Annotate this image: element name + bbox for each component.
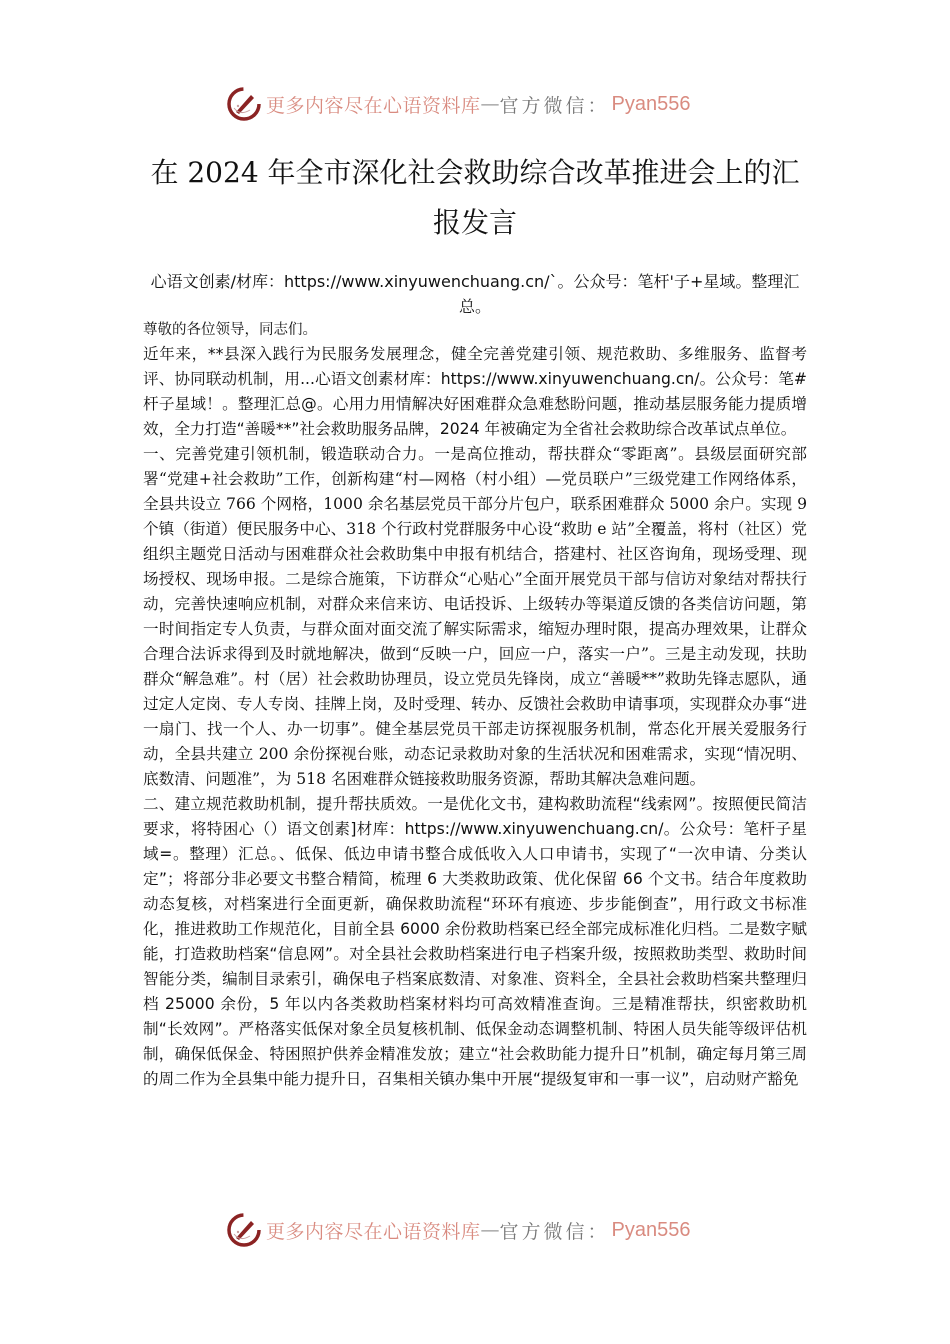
quill-pen-logo-icon xyxy=(226,1212,262,1248)
watermark-banner-bottom xyxy=(226,1210,691,1250)
banner-dash: — xyxy=(480,93,500,115)
quill-pen-logo-icon xyxy=(226,86,262,122)
paragraph-intro: 近年来，**县深入践行为民服务发展理念，健全完善党建引领、规范救助、多维服务、监督考评、协同联动机制，用...心语文创素材库：https://www.xinyuwenchuang.cn/。公众号：笔#杆子星域！。整理汇总@。心用力用情解决好困难群众急难愁盼问题，推动基层服务能力提质增效，全力打造“善暖**”社会救助服务品牌，2024 年被确定为全省社会救助综合改革试点单位。 xyxy=(143,345,807,438)
banner-wechat-label: 官方微信： xyxy=(499,94,610,117)
source-line: 心语文创素/材库：https://www.xinyuwenchuang.cn/`。公众号：笔杆'子+星域。整理汇总。 xyxy=(150,272,800,316)
banner-wechat-id: Pyan556 xyxy=(611,92,691,115)
banner-wechat-label: 官方微信： xyxy=(499,1220,610,1243)
banner-main-text: 更多内容尽在心语资料库 xyxy=(266,1220,481,1243)
banner-wechat-id: Pyan556 xyxy=(611,1218,691,1241)
paragraph-section-1: 一、完善党建引领机制，锻造联动合力。一是高位推动，帮扶群众“零距离”。县级层面研究部署“党建+社会救助”工作，创新构建“村—网格（村小组）—党员联户”三级党建工作网络体系，全县共设立 766 个网格，1000 余名基层党员干部分片包户，联系困难群众 5000 余户。实现 9 个镇（街道）便民服务中心、318 个行政村党群服务中心设“救助 e 站”全覆盖，将村（社区）党组织主题党日活动与困难群众社会救助集中申报有机结合，搭建村、社区咨询角，现场受理、现场授权、现场申报。二是综合施策，下访群众“心贴心”全面开展党员干部与信访对象结对帮扶行动，完善快速响应机制，对群众来信来访、电话投诉、上级转办等渠道反馈的各类信访问题，第一时间指定专人负责，与群众面对面交流了解实际需求，缩短办理时限，提高办理效果，让群众合理合法诉求得到及时就地解决，做到“反映一户，回应一户，落实一户”。三是主动发现，扶助群众“解急难”。村（居）社会救助协理员，设立党员先锋岗，成立“善暖**”救助先锋志愿队，通过定人定岗、专人专岗、挂牌上岗，及时受理、转办、反馈社会救助申请事项，实现群众办事“进一扇门、找一个人、办一切事”。健全基层党员干部走访探视服务机制，常态化开展关爱服务行动，全县共建立 200 余份探视台账，动态记录救助对象的生活状况和困难需求，实现“情况明、底数清、问题准”，为 518 名困难群众链接救助服务资源，帮助其解决急难问题。 xyxy=(143,445,807,788)
greeting: 尊敬的各位领导，同志们。 xyxy=(143,322,317,338)
paragraph-section-2: 二、建立规范救助机制，提升帮扶质效。一是优化文书，建构救助流程“线索网”。按照便民简洁要求，将特困心（）语文创素]材库：https://www.xinyuwenchuang.cn/。公众号：笔杆子星域=。整理）汇总。、低保、低边申请书整合成低收入人口申请书，实现了“一次申请、分类认定”；将部分非必要文书整合精简，梳理 6 大类救助政策、优化保留 66 个文书。结合年度救助动态复核，对档案进行全面更新，确保救助流程“环环有痕迹、步步能倒查”，用行政文书标准化，推进救助工作规范化，目前全县 6000 余份救助档案已经全部完成标准化归档。二是数字赋能，打造救助档案“信息网”。对全县社会救助档案进行电子档案升级，按照救助类型、救助时间智能分类，编制目录索引，确保电子档案底数清、对象准、资料全，全县社会救助档案共整理归档 25000 余份，5 年以内各类救助档案材料均可高效精准查询。三是精准帮扶，织密救助机制“长效网”。严格落实低保对象全员复核机制、低保金动态调整机制、特困人员失能等级评估机制，确保低保金、特困照护供养金精准发放；建立“社会救助能力提升日”机制，确定每月第三周的周二作为全县集中能力提升日，召集相关镇办集中开展“提级复审和一事一议”，启动财产豁免 xyxy=(143,795,807,1088)
watermark-banner-top xyxy=(226,84,691,124)
banner-dash: — xyxy=(480,1219,500,1241)
banner-main-text: 更多内容尽在心语资料库 xyxy=(266,94,481,117)
document-body xyxy=(143,319,807,1092)
document-title: 在 2024 年全市深化社会救助综合改革推进会上的汇报发言 xyxy=(150,156,800,239)
